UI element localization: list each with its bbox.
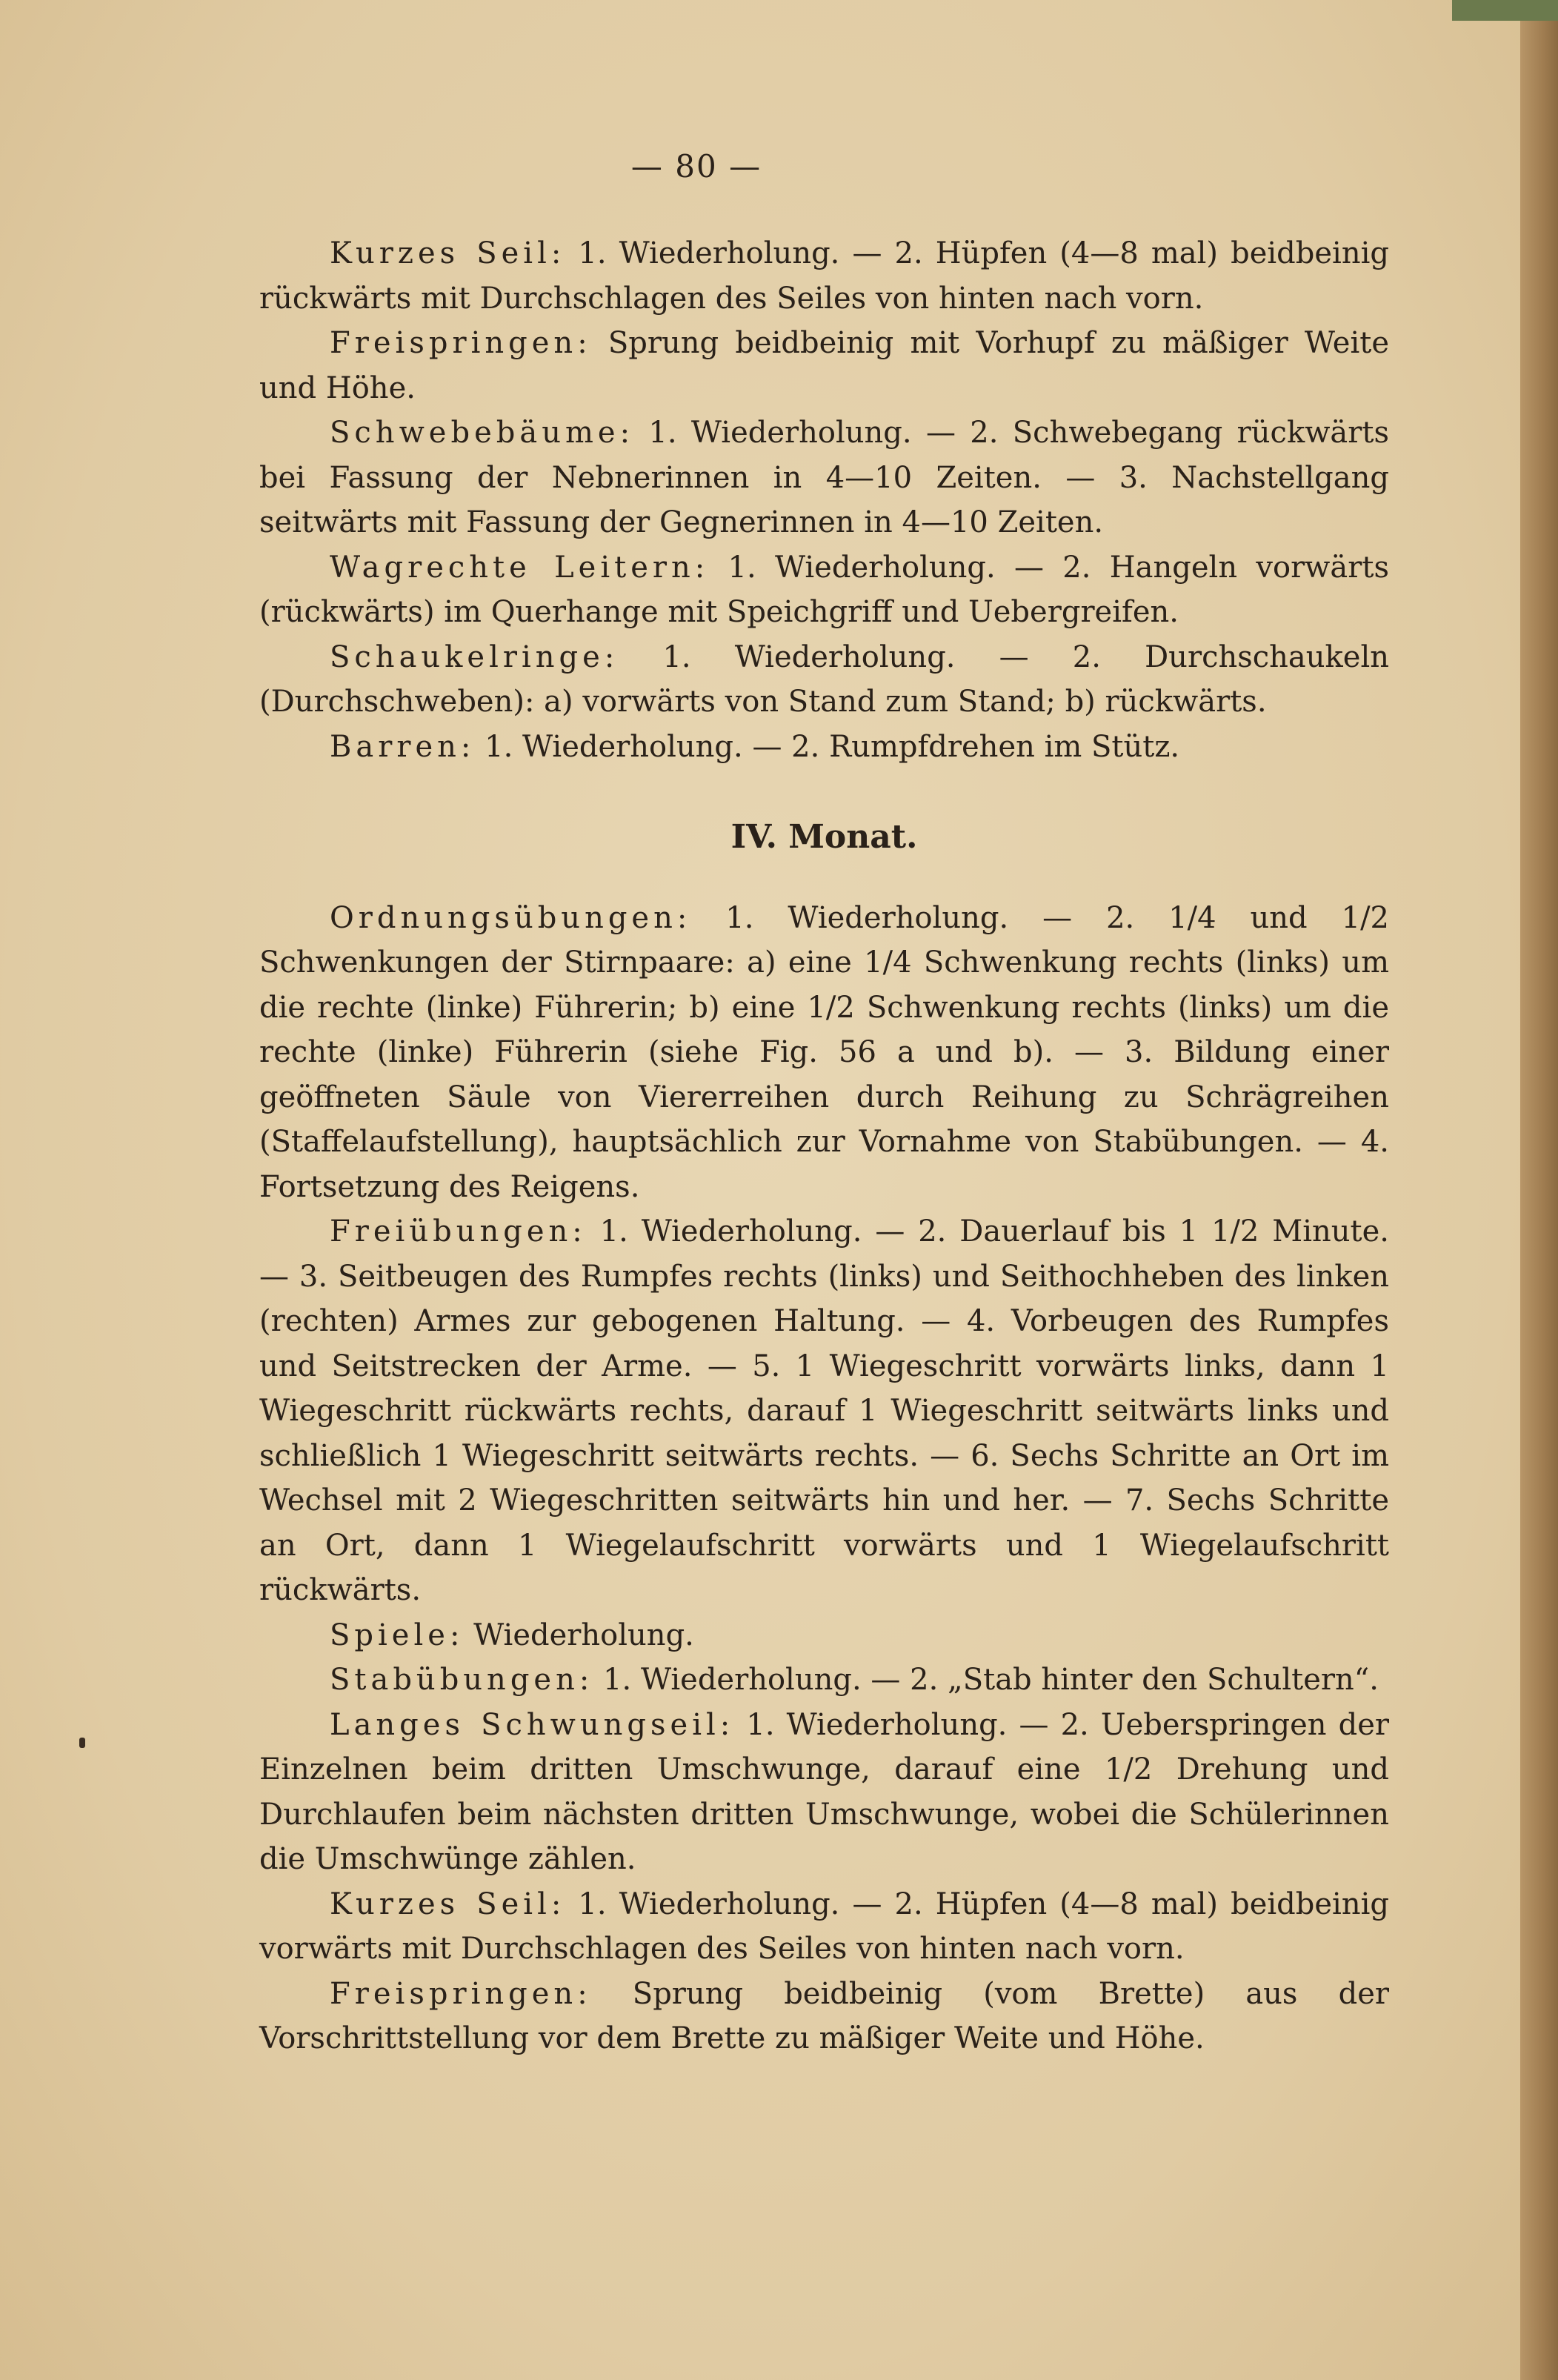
paragraph-body: 1. Wiederholung. — 2. Dauerlauf bis 1 1/2 Minute. — 3. Seitbeugen des Rumpfes rechts (links) und Seithochheben des linken (rechten) Armes zur gebogenen Haltung. — 4. Vorbeugen des Rumpfes und Seitstrecken der Arme. — 5. 1 Wiegeschritt vorwärts links, dann 1 Wiegeschritt rückwärts rechts, darauf 1 Wiegeschritt seitwärts links und schließlich 1 Wiegeschritt seitwärts rechts. — 6. Sechs Schritte an Ort im Wechsel mit 2 Wiegeschritten seitwärts hin und her. — 7. Sechs Schritte an Ort, dann 1 Wiegelaufschritt vorwärts und 1 Wiegelaufschritt rückwärts. bbox=[259, 1214, 1389, 1607]
paragraph bbox=[259, 635, 1389, 725]
body-text bbox=[259, 231, 1389, 2061]
paragraph bbox=[259, 1613, 1389, 1658]
paragraph bbox=[259, 725, 1389, 770]
paragraph bbox=[259, 1972, 1389, 2061]
paragraph-lead: Stabübungen: bbox=[330, 1663, 594, 1697]
paragraph-lead: Ordnungsübungen: bbox=[330, 900, 692, 935]
paragraph bbox=[259, 1209, 1389, 1613]
paragraph bbox=[259, 545, 1389, 635]
paragraph-lead: Freispringen: bbox=[330, 326, 592, 360]
paragraph-lead: Spiele: bbox=[330, 1618, 465, 1652]
paragraph-lead: Freiübungen: bbox=[330, 1214, 587, 1249]
ink-mark bbox=[79, 1738, 85, 1748]
page-edge bbox=[1520, 0, 1558, 2380]
paragraph bbox=[259, 321, 1389, 410]
paragraph-body: Sprung beidbeinig (vom Brette) aus der Vorschrittstellung vor dem Brette zu mäßiger Weite und Höhe. bbox=[259, 1976, 1389, 2055]
paragraph-lead: Kurzes Seil: bbox=[330, 1887, 566, 1921]
paragraph bbox=[259, 1658, 1389, 1703]
paragraph-lead: Freispringen: bbox=[330, 1976, 592, 2011]
paragraph-body: 1. Wiederholung. — 2. Rumpfdrehen im Stütz. bbox=[475, 729, 1180, 764]
paragraph-body: 1. Wiederholung. — 2. Schwebegang rückwärts bei Fassung der Nebnerinnen in 4—10 Zeiten. — 3. Nachstellgang seitwärts mit Fassung der Gegnerinnen in 4—10 Zeiten. bbox=[259, 416, 1389, 539]
paragraph-lead: Schwebebäume: bbox=[330, 416, 635, 450]
paragraph-body: 1. Wiederholung. — 2. Hangeln vorwärts (rückwärts) im Querhange mit Speichgriff und Uebergreifen. bbox=[259, 550, 1389, 629]
paragraph-body: 1. Wiederholung. — 2. Durchschaukeln (Durchschweben): a) vorwärts von Stand zum Stand; b) rückwärts. bbox=[259, 639, 1389, 719]
paragraph bbox=[259, 410, 1389, 545]
paragraph-body: 1. Wiederholung. — 2. „Stab hinter den Schultern“. bbox=[593, 1663, 1379, 1697]
paragraph-body: Sprung beidbeinig mit Vorhupf zu mäßiger Weite und Höhe. bbox=[259, 326, 1389, 405]
page-number: — 80 — bbox=[630, 148, 762, 185]
paragraph-body: 1. Wiederholung. — 2. Hüpfen (4—8 mal) beidbeinig rückwärts mit Durchschlagen des Seiles von hinten nach vorn. bbox=[259, 236, 1389, 316]
cover-edge bbox=[1452, 0, 1558, 21]
paragraph-lead: Barren: bbox=[330, 729, 476, 764]
paragraph bbox=[259, 1703, 1389, 1882]
paragraph-body: Wiederholung. bbox=[464, 1618, 694, 1652]
paragraph-lead: Wagrechte Leitern: bbox=[330, 550, 710, 585]
paragraph-body: 1. Wiederholung. — 2. Ueberspringen der Einzelnen beim dritten Umschwunge, darauf eine 1/2 Drehung und Durchlaufen beim nächsten dritten Umschwunge, wobei die Schülerinnen die Umschwünge zählen. bbox=[259, 1707, 1389, 1876]
paragraph-lead: Schaukelringe: bbox=[330, 639, 619, 674]
section-heading: IV. Monat. bbox=[730, 818, 918, 856]
paragraph-lead: Langes Schwungseil: bbox=[330, 1707, 735, 1742]
paragraph bbox=[259, 231, 1389, 321]
paragraph bbox=[259, 1882, 1389, 1972]
paragraph bbox=[259, 896, 1389, 1210]
paragraph-body: 1. Wiederholung. — 2. 1/4 und 1/2 Schwenkungen der Stirnpaare: a) eine 1/4 Schwenkung rechts (links) um die rechte (linke) Führerin; b) eine 1/2 Schwenkung rechts (links) um die rechte (linke) Führerin (siehe Fig. 56 a und b). — 3. Bildung einer geöffneten Säule von Viererreihen durch Reihung zu Schrägreihen (Staffelaufstellung), hauptsächlich zur Vornahme von Stabübungen. — 4. Fortsetzung des Reigens. bbox=[259, 900, 1389, 1204]
paragraph-body: 1. Wiederholung. — 2. Hüpfen (4—8 mal) beidbeinig vorwärts mit Durchschlagen des Seiles von hinten nach vorn. bbox=[259, 1887, 1389, 1966]
paragraph-lead: Kurzes Seil: bbox=[330, 236, 566, 270]
